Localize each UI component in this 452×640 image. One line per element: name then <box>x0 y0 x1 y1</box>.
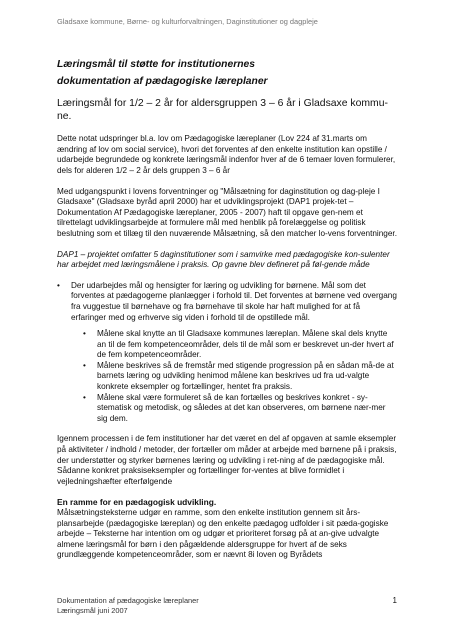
list-item <box>71 393 397 425</box>
intro-paragraph: Dette notat udspringer bl.a. lov om Pædagogiske læreplaner (Lov 224 af 31.marts om ændring af lov om social service), hvori det forventes af den enkelte institution kan opstille / udarbejde begrundede og konkrete læringsmål indenfor hver af de 6 temaer loven formulerer, dels for alderen 1/2 – 2 år dels gruppen 3 – 6 år <box>57 134 396 175</box>
list-item <box>71 329 397 361</box>
footer-line-1: Dokumentation af pædagogiske læreplaner <box>57 596 199 605</box>
page-footer <box>57 596 397 616</box>
project-paragraph: Med udgangspunkt i lovens forventninger og "Målsætning for daginstitution og dag-pleje I Gladsaxe" (Gladsaxe byråd april 2000) har et udviklingsprojekt (DAP1 projek-tet – Dokumentation Af Pædagogiske læreplaner, 2005 - 2007) haft til opgave gen-nem et tilrettelagt udviklingsarbejde at formulere mål med henblik på forelæggelse og politisk beslutning som et tillæg til den nuværende Målsætning, så den matcher lo-vens forventninger. <box>57 186 397 238</box>
list-item <box>57 281 397 425</box>
document-title-line-1: Læringsmål til støtte for institutionernes <box>57 59 255 70</box>
footer-line-2: Læringsmål juni 2007 <box>57 606 128 615</box>
list-item-text: Målene beskrives så de fremstår med stigende progression på en sådan må-de at barnets læring og udvikling henimod målene kan beskrives ud fra ud-valgte konkrete eksempler og fortællinger, hentet fra praksis. <box>97 360 394 392</box>
document-body <box>57 57 397 571</box>
document-title-line-2: dokumentation af pædagogiske læreplaner <box>57 75 268 87</box>
process-paragraph: Igennem processen i de fem institutioner har det været en del af opgaven at samle eksempler på aktiviteter / indhold / metoder, der fortæller om måder at arbejde med børnene på i praksis, der understøtter og styrker børnenes læring og udvikling i ret-ning af de pædagogiske mål. Sådanne konkret praksiseksempler og fortællinger for-ventes at blive formidlet i vejledningshæfter efterfølgende <box>57 434 397 486</box>
framework-paragraph: Målsætningsteksterne udgør en ramme, som den enkelte institution gennem sit års-plansarbejde (pædagogiske læreplan) og den enkelte pædagog udfolder i sit pæda-gogiske arbejde – Teksterne har intention om og udgør et prioriteret forsøg på at an-give udvalgte almene læringsmål for børn i den pågældende aldersgruppe for hvert af de seks grundlæggende kompetenceområder, som er nævnt 8i loven og Byrådets <box>57 508 389 560</box>
document-subtitle: Læringsmål for 1/2 – 2 år for aldersgruppen 3 – 6 år i Gladsaxe kommu-ne. <box>57 98 388 122</box>
bullet-icon: • <box>83 360 86 370</box>
section-heading: En ramme for en pædagogisk udvikling. <box>57 497 217 508</box>
bullet-icon: • <box>83 329 86 339</box>
list-item-text: Målene skal være formuleret så de kan fortælles og beskrives konkret - sy-stematisk og metodisk, og således at det kan observeres, om børnene nær-mer sig dem. <box>97 392 386 423</box>
list-item-text: Der udarbejdes mål og hensigter for læring og udvikling for børnene. Mål som det forventes at pædagogerne planlægger i forhold til. Det forventes at børnene ved overgang fra vuggestue til børnehave og fra børnehave til skole har haft mulighed for at få erfaringer med og erhverve sig viden i forhold til de opstillede mål. <box>71 280 397 322</box>
bullet-icon: • <box>57 280 60 290</box>
bullet-icon: • <box>83 392 86 402</box>
page-number: 1 <box>392 596 397 605</box>
goals-bullet-list <box>57 281 397 425</box>
page-header: Gladsaxe kommune, Børne- og kulturforvaltningen, Daginstitutioner og dagpleje <box>57 17 318 26</box>
list-item <box>71 361 397 393</box>
list-item-text: Målene skal knytte an til Gladsaxe kommunes læreplan. Målene skal dels knytte an til de fem kompetenceområder, dels til de mål som er beskrevet un-der hvert af de fem kompetenceområder. <box>97 329 394 360</box>
title-underline-rule: __________________________________________________________ <box>57 90 298 96</box>
goals-sub-bullet-list <box>71 329 397 424</box>
dap1-paragraph: DAP1 – projektet omfatter 5 daginstitutioner som i samvirke med pædagogiske kon-sulenter har arbejdet med læringsmålene i praksis. Op gavne blev defineret på føl-gende måde <box>57 249 390 270</box>
